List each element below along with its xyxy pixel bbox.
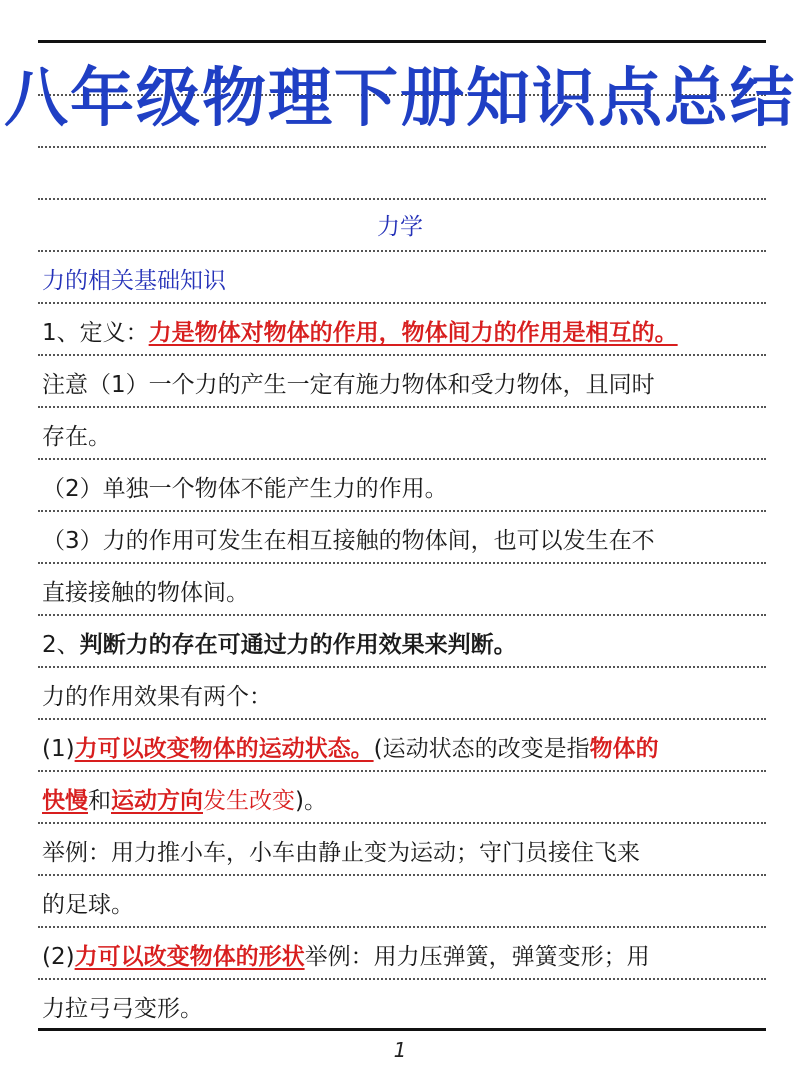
ruled-line bbox=[38, 614, 766, 616]
ruled-line bbox=[38, 146, 766, 148]
page-title: 八年级物理下册知识点总结 bbox=[4, 62, 796, 136]
example-line: 举例：用力推小车，小车由静止变为运动；守门员接住飞来 bbox=[42, 840, 640, 866]
closing-text: )。 bbox=[295, 788, 327, 814]
item-prefix: 1、定义： bbox=[42, 320, 149, 346]
definition-line bbox=[42, 308, 768, 358]
note-line: （2）单独一个物体不能产生力的作用。 bbox=[42, 476, 448, 502]
ruled-line bbox=[38, 406, 766, 408]
effect-one-tail: 物体的 bbox=[589, 736, 659, 762]
change-text: 发生改变 bbox=[203, 788, 295, 814]
ruled-line bbox=[38, 198, 766, 200]
ruled-line bbox=[38, 822, 766, 824]
example-line: 的足球。 bbox=[42, 892, 134, 918]
ruled-line bbox=[38, 874, 766, 876]
example-line: 力拉弓弓变形。 bbox=[42, 996, 203, 1022]
ruled-line bbox=[38, 978, 766, 980]
effect-number: (1) bbox=[42, 736, 75, 762]
judgement-line bbox=[42, 620, 768, 670]
and-text: 和 bbox=[88, 788, 111, 814]
effect-two-line bbox=[42, 932, 768, 982]
ruled-line bbox=[38, 666, 766, 668]
effect-one-note: (运动状态的改变是指 bbox=[373, 736, 590, 762]
top-border bbox=[38, 40, 766, 43]
judgement-text: 判断力的存在可通过力的作用效果来判断。 bbox=[79, 632, 517, 658]
note-line: （3）力的作用可发生在相互接触的物体间，也可以发生在不 bbox=[42, 528, 655, 554]
ruled-line bbox=[38, 926, 766, 928]
effect-number: (2) bbox=[42, 944, 75, 970]
ruled-line bbox=[38, 458, 766, 460]
subsection-heading: 力的相关基础知识 bbox=[42, 268, 226, 294]
note-line: 存在。 bbox=[42, 424, 111, 450]
section-heading: 力学 bbox=[377, 214, 423, 240]
ruled-line bbox=[38, 250, 766, 252]
effect-one-line bbox=[42, 724, 768, 774]
effect-two-example: 举例：用力压弹簧，弹簧变形；用 bbox=[304, 944, 650, 970]
ruled-line bbox=[38, 354, 766, 356]
direction-text: 运动方向 bbox=[111, 788, 203, 814]
page-number: 1 bbox=[393, 1038, 407, 1062]
item-prefix: 2、 bbox=[42, 632, 80, 658]
effect-two-highlight: 力可以改变物体的形状 bbox=[74, 944, 305, 970]
note-line: 直接接触的物体间。 bbox=[42, 580, 249, 606]
ruled-line bbox=[38, 510, 766, 512]
note-line: 注意（1）一个力的产生一定有施力物体和受力物体，且同时 bbox=[42, 372, 655, 398]
effects-intro: 力的作用效果有两个： bbox=[42, 684, 272, 710]
bottom-border bbox=[38, 1028, 766, 1031]
effect-one-line-2 bbox=[42, 776, 768, 826]
ruled-line bbox=[38, 562, 766, 564]
effect-one-highlight: 力可以改变物体的运动状态。 bbox=[74, 736, 374, 762]
ruled-line bbox=[38, 718, 766, 720]
speed-text: 快慢 bbox=[42, 788, 88, 814]
ruled-line bbox=[38, 770, 766, 772]
ruled-line bbox=[38, 302, 766, 304]
definition-highlight: 力是物体对物体的作用，物体间力的作用是相互的。 bbox=[148, 320, 678, 346]
